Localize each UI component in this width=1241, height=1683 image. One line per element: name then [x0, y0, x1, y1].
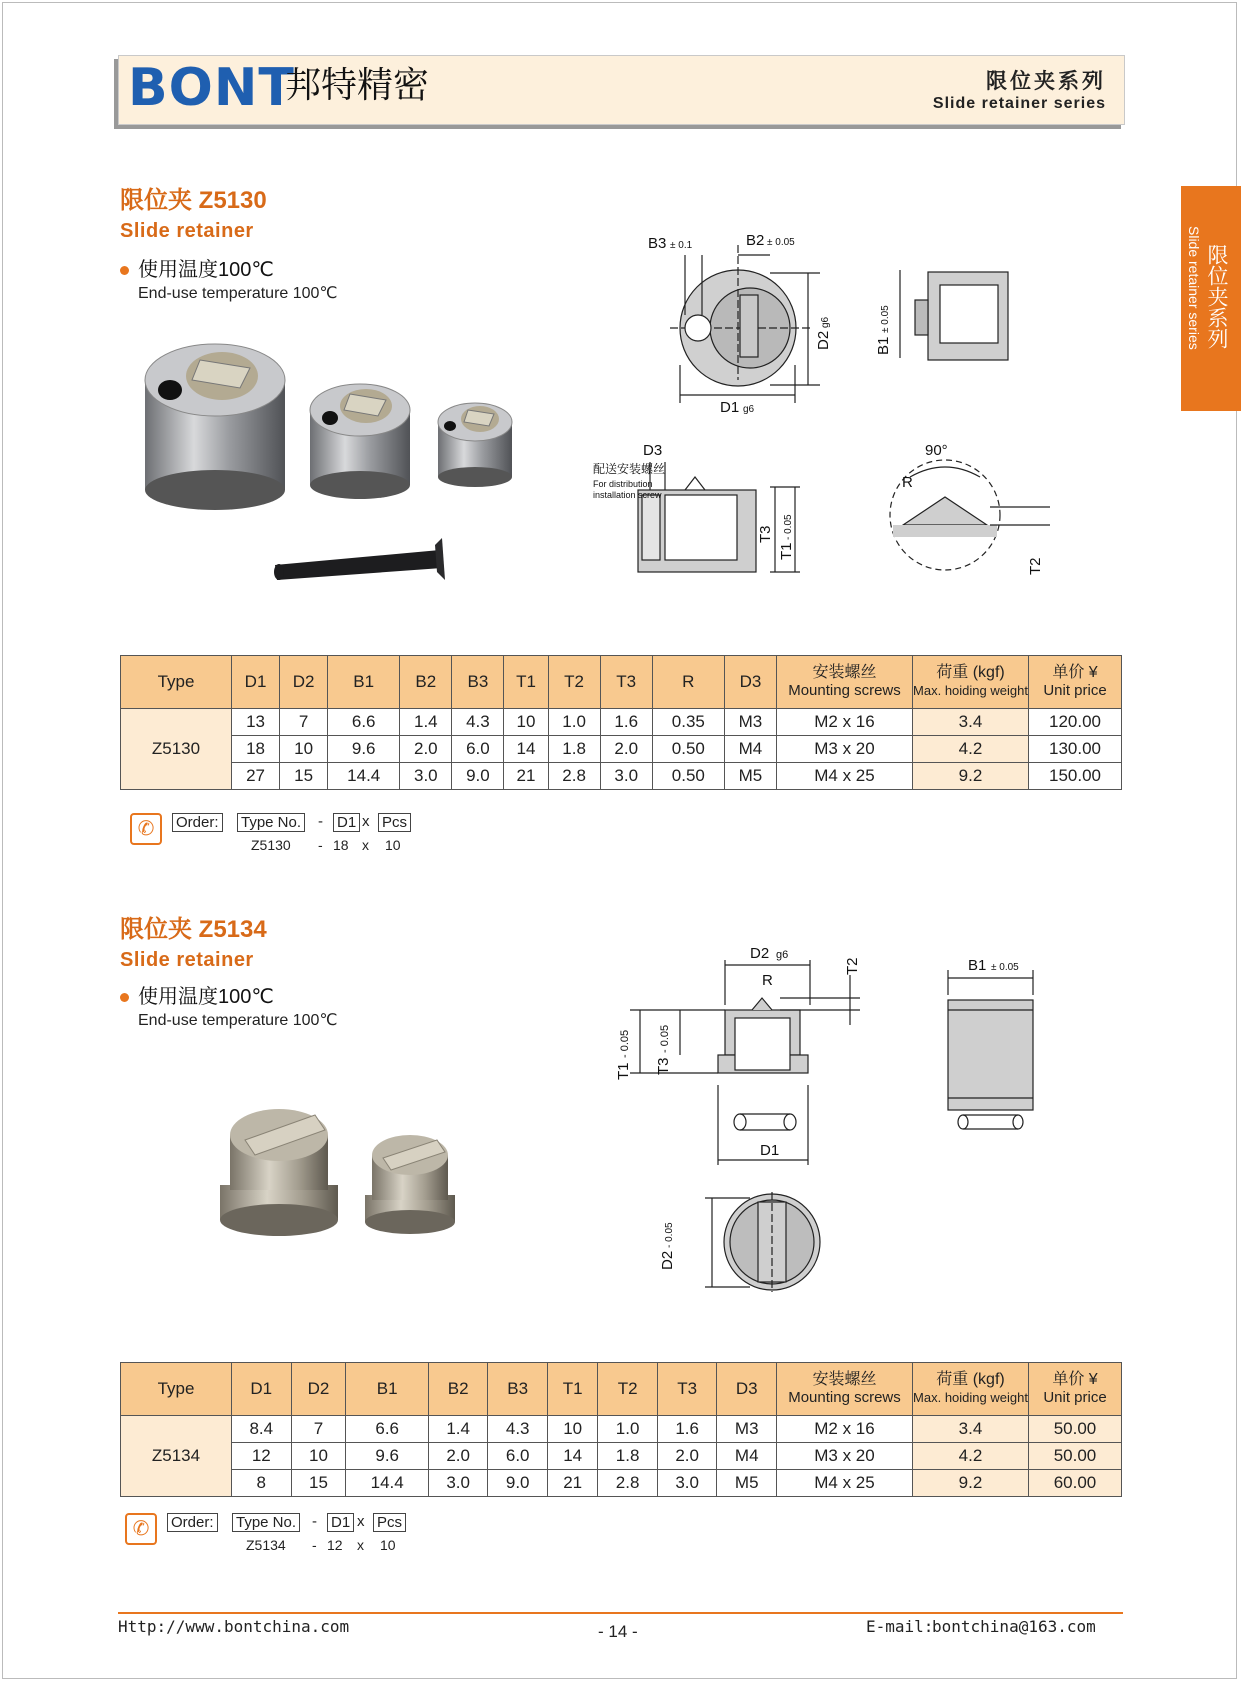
- order-example-pcs: 10: [385, 837, 401, 853]
- cell: 14: [547, 1443, 597, 1470]
- col-header: T2: [548, 656, 600, 709]
- section2-subtitle: Slide retainer: [120, 949, 254, 971]
- order-example-x: x: [362, 837, 369, 853]
- cell: 2.0: [428, 1443, 488, 1470]
- cell: 9.6: [346, 1443, 428, 1470]
- cell: 1.0: [598, 1416, 658, 1443]
- cell: 10: [280, 736, 328, 763]
- price-en: Unit price: [1043, 1389, 1107, 1406]
- col-header: D1: [232, 656, 280, 709]
- cell: 1.4: [400, 709, 452, 736]
- cell: 50.00: [1029, 1416, 1122, 1443]
- cell: M3 x 20: [777, 736, 913, 763]
- section1-temp-cn: 使用温度100℃: [138, 259, 274, 281]
- order-x: x: [357, 1513, 365, 1530]
- cell: 10: [291, 1443, 346, 1470]
- col-header: B3: [452, 656, 504, 709]
- label-d1: D1: [760, 1142, 780, 1159]
- cell: 10: [504, 709, 548, 736]
- cell: 2.8: [548, 763, 600, 790]
- label-d2b: D2: [659, 1250, 676, 1270]
- label-screw-en2: installation screw: [593, 490, 662, 500]
- col-header-price: [1029, 656, 1122, 709]
- label-t3: T3: [757, 525, 774, 543]
- cell: 2.8: [598, 1470, 658, 1497]
- side-tab-en: Slide retainer series: [1186, 226, 1202, 350]
- label-b1-tol: ± 0.05: [880, 305, 891, 333]
- section1-temp-en: End-use temperature 100℃: [138, 285, 338, 302]
- cell: 7: [291, 1416, 346, 1443]
- label-r: R: [902, 474, 913, 491]
- type-cell: Z5130: [121, 709, 232, 790]
- price-en: Unit price: [1043, 682, 1107, 699]
- cell: M3 x 20: [777, 1443, 913, 1470]
- order-example-dash: -: [312, 1537, 317, 1553]
- product-photo-z5134: [215, 1100, 465, 1260]
- section1-subtitle: Slide retainer: [120, 220, 254, 242]
- label-t3-tol: - 0.05: [659, 1024, 671, 1053]
- label-t2: T2: [1027, 557, 1044, 575]
- cell: 3.0: [400, 763, 452, 790]
- cell: 8: [232, 1470, 292, 1497]
- cell: 1.0: [548, 709, 600, 736]
- cell: 6.6: [328, 709, 400, 736]
- side-tab-cn: 限位夹系列: [1205, 244, 1228, 349]
- cell: 0.50: [652, 736, 724, 763]
- cell: M3: [717, 1416, 777, 1443]
- cell: 2.0: [600, 736, 652, 763]
- order-example-pcs: 10: [380, 1537, 396, 1553]
- order-type-no: Type No.: [237, 813, 305, 832]
- bullet-icon: [120, 993, 129, 1002]
- label-b1: B1: [875, 336, 892, 355]
- cell: 8.4: [232, 1416, 292, 1443]
- screws-en: Mounting screws: [788, 682, 901, 699]
- col-header: Type: [121, 1363, 232, 1416]
- cell: 3.0: [428, 1470, 488, 1497]
- table-row: [121, 1470, 1122, 1497]
- cell: 21: [547, 1470, 597, 1497]
- cell: 12: [232, 1443, 292, 1470]
- series-title-cn: 限位夹系列: [986, 70, 1106, 93]
- col-header: T3: [600, 656, 652, 709]
- label-d2: D2: [815, 330, 832, 350]
- order-d1: D1: [327, 1513, 354, 1532]
- col-header: D3: [717, 1363, 777, 1416]
- footer-divider: [118, 1612, 1123, 1614]
- label-d1: D1: [720, 399, 740, 416]
- col-header: B2: [428, 1363, 488, 1416]
- cell: 9.2: [913, 1470, 1029, 1497]
- logo-cn: 邦特精密: [285, 65, 430, 106]
- col-header: D2: [280, 656, 328, 709]
- cell: 6.6: [346, 1416, 428, 1443]
- label-b1-tol: ± 0.05: [991, 962, 1019, 973]
- col-header: B3: [488, 1363, 548, 1416]
- cell: 150.00: [1029, 763, 1122, 790]
- cell: M4 x 25: [777, 763, 913, 790]
- bullet-icon: [120, 266, 129, 275]
- cell: 6.0: [488, 1443, 548, 1470]
- label-b3-tol: ± 0.1: [670, 240, 693, 251]
- col-header: B1: [346, 1363, 428, 1416]
- cell: 18: [232, 736, 280, 763]
- label-d1-tol: g6: [743, 404, 755, 415]
- cell: 9.0: [452, 763, 504, 790]
- table-row: [121, 709, 1122, 736]
- price-cn: 单价 ¥: [1052, 1371, 1098, 1388]
- cell: 60.00: [1029, 1470, 1122, 1497]
- cell: 0.35: [652, 709, 724, 736]
- spec-table-z5130: [120, 655, 1122, 790]
- type-cell: Z5134: [121, 1416, 232, 1497]
- col-header: D3: [724, 656, 776, 709]
- col-header: D1: [232, 1363, 292, 1416]
- footer-email-label: E-mail:: [866, 1617, 934, 1636]
- table-row: [121, 736, 1122, 763]
- cell: M2 x 16: [777, 709, 913, 736]
- col-header: Type: [121, 656, 232, 709]
- table-row: [121, 1443, 1122, 1470]
- table-header-row: [121, 656, 1122, 709]
- weight-cn: 荷重 (kgf): [936, 1371, 1005, 1388]
- col-header: D2: [291, 1363, 346, 1416]
- screws-cn: 安装螺丝: [812, 1371, 877, 1388]
- cell: M5: [717, 1470, 777, 1497]
- logo: BONT: [128, 58, 295, 118]
- col-header-price: [1029, 1363, 1122, 1416]
- label-screw-en1: For distribution: [593, 479, 653, 489]
- order-example-dash: -: [318, 837, 323, 853]
- col-header: B2: [400, 656, 452, 709]
- cell: 130.00: [1029, 736, 1122, 763]
- cell: 1.8: [598, 1443, 658, 1470]
- table-row: [121, 1416, 1122, 1443]
- cell: M2 x 16: [777, 1416, 913, 1443]
- order-label: Order:: [167, 1513, 218, 1532]
- cell: 7: [280, 709, 328, 736]
- col-header: B1: [328, 656, 400, 709]
- phone-icon: ✆: [125, 1513, 157, 1545]
- weight-en: Max. hoiding weight: [913, 683, 1028, 698]
- weight-cn: 荷重 (kgf): [936, 664, 1005, 681]
- cell: M4: [717, 1443, 777, 1470]
- cell: 3.4: [913, 709, 1029, 736]
- order-example-x: x: [357, 1537, 364, 1553]
- cell: 1.6: [600, 709, 652, 736]
- cell: 15: [291, 1470, 346, 1497]
- order-example-type: Z5130: [251, 837, 291, 853]
- cell: 120.00: [1029, 709, 1122, 736]
- cell: 4.2: [913, 1443, 1029, 1470]
- order-d1: D1: [333, 813, 360, 832]
- product-photo-z5130: [140, 340, 540, 590]
- section2-temp-cn: 使用温度100℃: [138, 986, 274, 1008]
- cell: 2.0: [657, 1443, 717, 1470]
- col-header: T1: [504, 656, 548, 709]
- section2-title: 限位夹 Z5134: [120, 916, 267, 943]
- cell: 9.2: [913, 763, 1029, 790]
- order-pcs: Pcs: [378, 813, 411, 832]
- section1-title: 限位夹 Z5130: [120, 187, 267, 214]
- cell: 0.50: [652, 763, 724, 790]
- technical-drawing-z5134: [600, 930, 1050, 1300]
- series-title-en: Slide retainer series: [932, 95, 1106, 112]
- label-t3: T3: [655, 1057, 672, 1075]
- cell: M3: [724, 709, 776, 736]
- order-x: x: [362, 813, 370, 830]
- cell: 4.3: [452, 709, 504, 736]
- cell: 9.6: [328, 736, 400, 763]
- spec-table-z5134: [120, 1362, 1122, 1497]
- label-b2: B2: [746, 232, 765, 249]
- footer-email[interactable]: bontchina@163.com: [932, 1617, 1096, 1636]
- order-example-d1: 18: [333, 837, 349, 853]
- label-d2-tol: g6: [776, 949, 789, 961]
- order-pcs: Pcs: [373, 1513, 406, 1532]
- col-header: R: [652, 656, 724, 709]
- technical-drawing-z5130: [570, 225, 1050, 595]
- label-d2-tol: g6: [820, 316, 831, 328]
- cell: 1.6: [657, 1416, 717, 1443]
- page-number: - 14 -: [598, 1622, 638, 1641]
- cell: 50.00: [1029, 1443, 1122, 1470]
- cell: 14.4: [328, 763, 400, 790]
- label-d2: D2: [750, 945, 770, 962]
- col-header-weight: [913, 656, 1029, 709]
- label-b1: B1: [968, 957, 987, 974]
- label-b3: B3: [648, 235, 667, 252]
- price-cn: 单价 ¥: [1052, 664, 1098, 681]
- cell: M5: [724, 763, 776, 790]
- cell: M4: [724, 736, 776, 763]
- cell: 4.3: [488, 1416, 548, 1443]
- col-header: T1: [547, 1363, 597, 1416]
- cell: 14.4: [346, 1470, 428, 1497]
- label-r: R: [762, 972, 773, 989]
- order-type-no: Type No.: [232, 1513, 300, 1532]
- order-example-type: Z5134: [246, 1537, 286, 1553]
- col-header: T2: [598, 1363, 658, 1416]
- screws-cn: 安装螺丝: [812, 664, 877, 681]
- cell: 13: [232, 709, 280, 736]
- cell: 4.2: [913, 736, 1029, 763]
- screws-en: Mounting screws: [788, 1389, 901, 1406]
- label-t1: T1: [778, 542, 795, 560]
- label-t1-tol: - 0.05: [783, 514, 794, 540]
- label-angle: 90°: [925, 442, 948, 459]
- cell: 27: [232, 763, 280, 790]
- footer-url[interactable]: Http://www.bontchina.com: [118, 1617, 350, 1636]
- label-d3: D3: [643, 442, 663, 459]
- cell: 9.0: [488, 1470, 548, 1497]
- cell: 3.0: [657, 1470, 717, 1497]
- cell: 6.0: [452, 736, 504, 763]
- section2-temp-en: End-use temperature 100℃: [138, 1012, 338, 1029]
- cell: 3.4: [913, 1416, 1029, 1443]
- col-header-screws: [777, 656, 913, 709]
- col-header: T3: [657, 1363, 717, 1416]
- label-b2-tol: ± 0.05: [767, 237, 795, 248]
- phone-icon: ✆: [130, 813, 162, 845]
- label-t2: T2: [844, 957, 861, 975]
- col-header-weight: [913, 1363, 1029, 1416]
- weight-en: Max. hoiding weight: [913, 1390, 1028, 1405]
- cell: 21: [504, 763, 548, 790]
- table-row: [121, 763, 1122, 790]
- table-header-row: [121, 1363, 1122, 1416]
- cell: M4 x 25: [777, 1470, 913, 1497]
- order-dash: -: [312, 1513, 317, 1530]
- order-label: Order:: [172, 813, 223, 832]
- col-header-screws: [777, 1363, 913, 1416]
- cell: 10: [547, 1416, 597, 1443]
- cell: 14: [504, 736, 548, 763]
- label-screw-cn: 配送安装螺丝: [593, 462, 666, 476]
- label-t1-tol: - 0.05: [619, 1029, 631, 1058]
- label-d2b-tol: - 0.05: [664, 1222, 675, 1248]
- cell: 3.0: [600, 763, 652, 790]
- cell: 15: [280, 763, 328, 790]
- cell: 1.4: [428, 1416, 488, 1443]
- order-dash: -: [318, 813, 323, 830]
- cell: 2.0: [400, 736, 452, 763]
- order-example-d1: 12: [327, 1537, 343, 1553]
- label-t1: T1: [615, 1062, 632, 1080]
- cell: 1.8: [548, 736, 600, 763]
